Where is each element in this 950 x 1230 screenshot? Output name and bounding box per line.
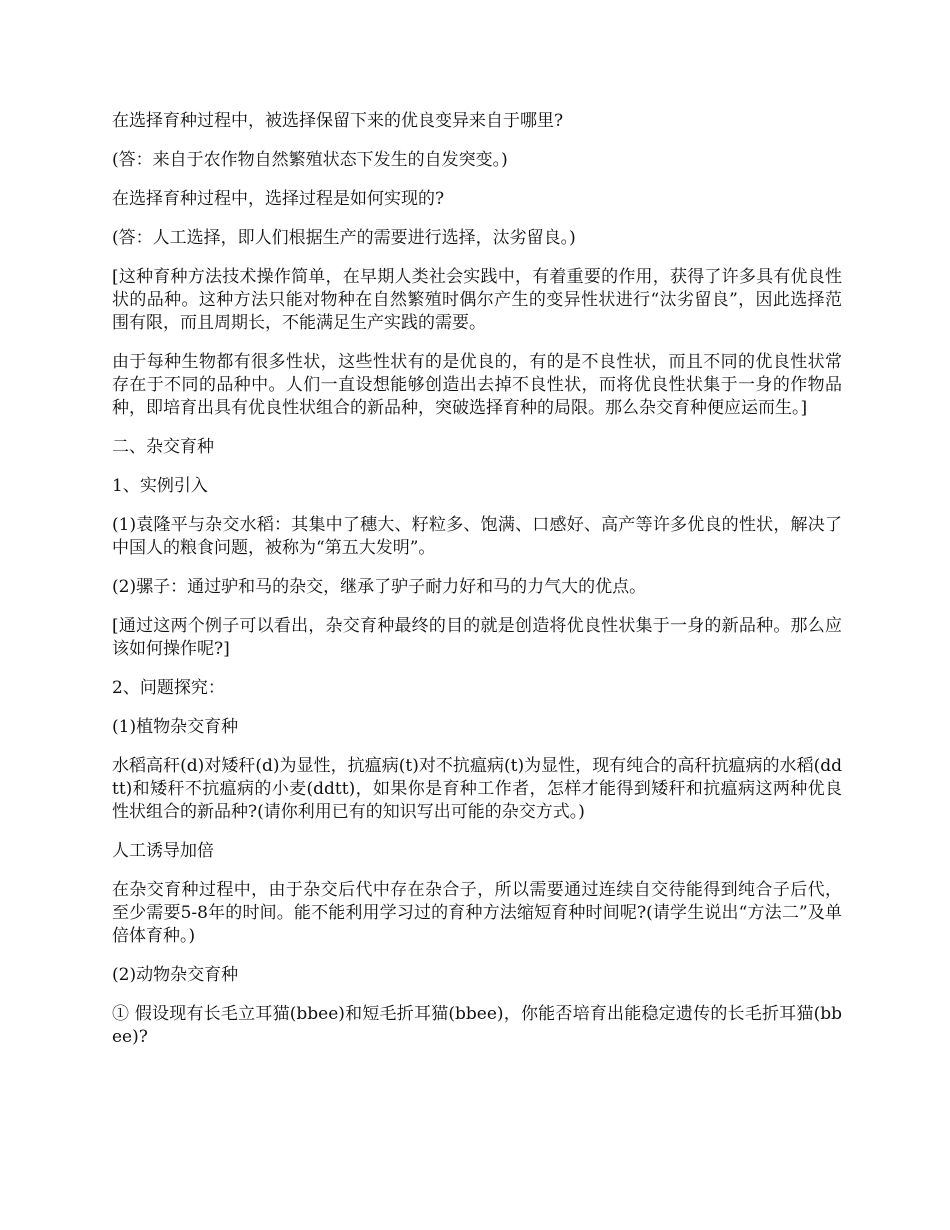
heading-animal-hybrid-breeding: (2)动物杂交育种 bbox=[112, 965, 239, 985]
problem-cat-breeding: ① 假设现有长毛立耳猫(bbee)和短毛折耳猫(bbee)，你能否培育出能稳定遗传的长毛折耳猫(bbee)? bbox=[112, 1004, 842, 1047]
question-source-of-variation: 在选择育种过程中，被选择保留下来的优良变异来自于哪里? bbox=[112, 111, 564, 131]
subsection-heading-examples: 1、实例引入 bbox=[112, 476, 208, 496]
example-hybrid-rice: (1)袁隆平与杂交水稻：其集中了穗大、籽粒多、饱满、口感好、高产等许多优良的性状，解决了中国人的粮食问题，被称为“第五大发明”。 bbox=[112, 515, 842, 558]
note-selection-breeding-limits: [这种育种方法技术操作简单，在早期人类社会实践中，有着重要的作用，获得了许多具有优良性状的品种。这种方法只能对物种在自然繁殖时偶尔产生的变异性状进行“汰劣留良”，因此选择范围有限，而且周期长，不能满足生产实践的需要。 bbox=[112, 267, 842, 333]
note-shorten-breeding-time: 在杂交育种过程中，由于杂交后代中存在杂合子，所以需要通过连续自交待能得到纯合子后代，至少需要5-8年的时间。能不能利用学习过的育种方法缩短育种时间呢?(请学生说出“方法二”及单倍体育种。) bbox=[112, 880, 842, 946]
note-hybrid-purpose: [通过这两个例子可以看出，杂交育种最终的目的就是创造将优良性状集于一身的新品种。那么应该如何操作呢?] bbox=[112, 616, 842, 659]
answer-source-of-variation: (答：来自于农作物自然繁殖状态下发生的自发突变。) bbox=[112, 150, 508, 170]
example-mule: (2)骡子：通过驴和马的杂交，继承了驴子耐力好和马的力气大的优点。 bbox=[112, 577, 647, 597]
note-hybrid-breeding-origin: 由于每种生物都有很多性状，这些性状有的是优良的，有的是不良性状，而且不同的优良性状常存在于不同的品种中。人们一直设想能够创造出去掉不良性状，而将优良性状集于一身的作物品种，即培育出具有优良性状组合的新品种，突破选择育种的局限。那么杂交育种便应运而生。] bbox=[112, 352, 842, 418]
document-page bbox=[112, 110, 842, 1065]
subsection-heading-problem-exploration: 2、问题探究： bbox=[112, 678, 225, 698]
problem-rice-wheat-cross: 水稻高秆(d)对矮秆(d)为显性，抗瘟病(t)对不抗瘟病(t)为显性，现有纯合的高秆抗瘟病的水稻(ddtt)和矮秆不抗瘟病的小麦(ddtt)，如果你是育种工作者，怎样才能得到矮秆和抗瘟病这两种优良性状组合的新品种?(请你利用已有的知识写出可能的杂交方式。) bbox=[112, 756, 842, 822]
answer-selection-process: (答：人工选择，即人们根据生产的需要进行选择，汰劣留良。) bbox=[112, 228, 576, 248]
label-artificial-doubling: 人工诱导加倍 bbox=[112, 841, 214, 861]
question-selection-process: 在选择育种过程中，选择过程是如何实现的? bbox=[112, 189, 445, 209]
heading-plant-hybrid-breeding: (1)植物杂交育种 bbox=[112, 717, 239, 737]
section-heading-hybrid-breeding: 二、杂交育种 bbox=[112, 437, 214, 457]
